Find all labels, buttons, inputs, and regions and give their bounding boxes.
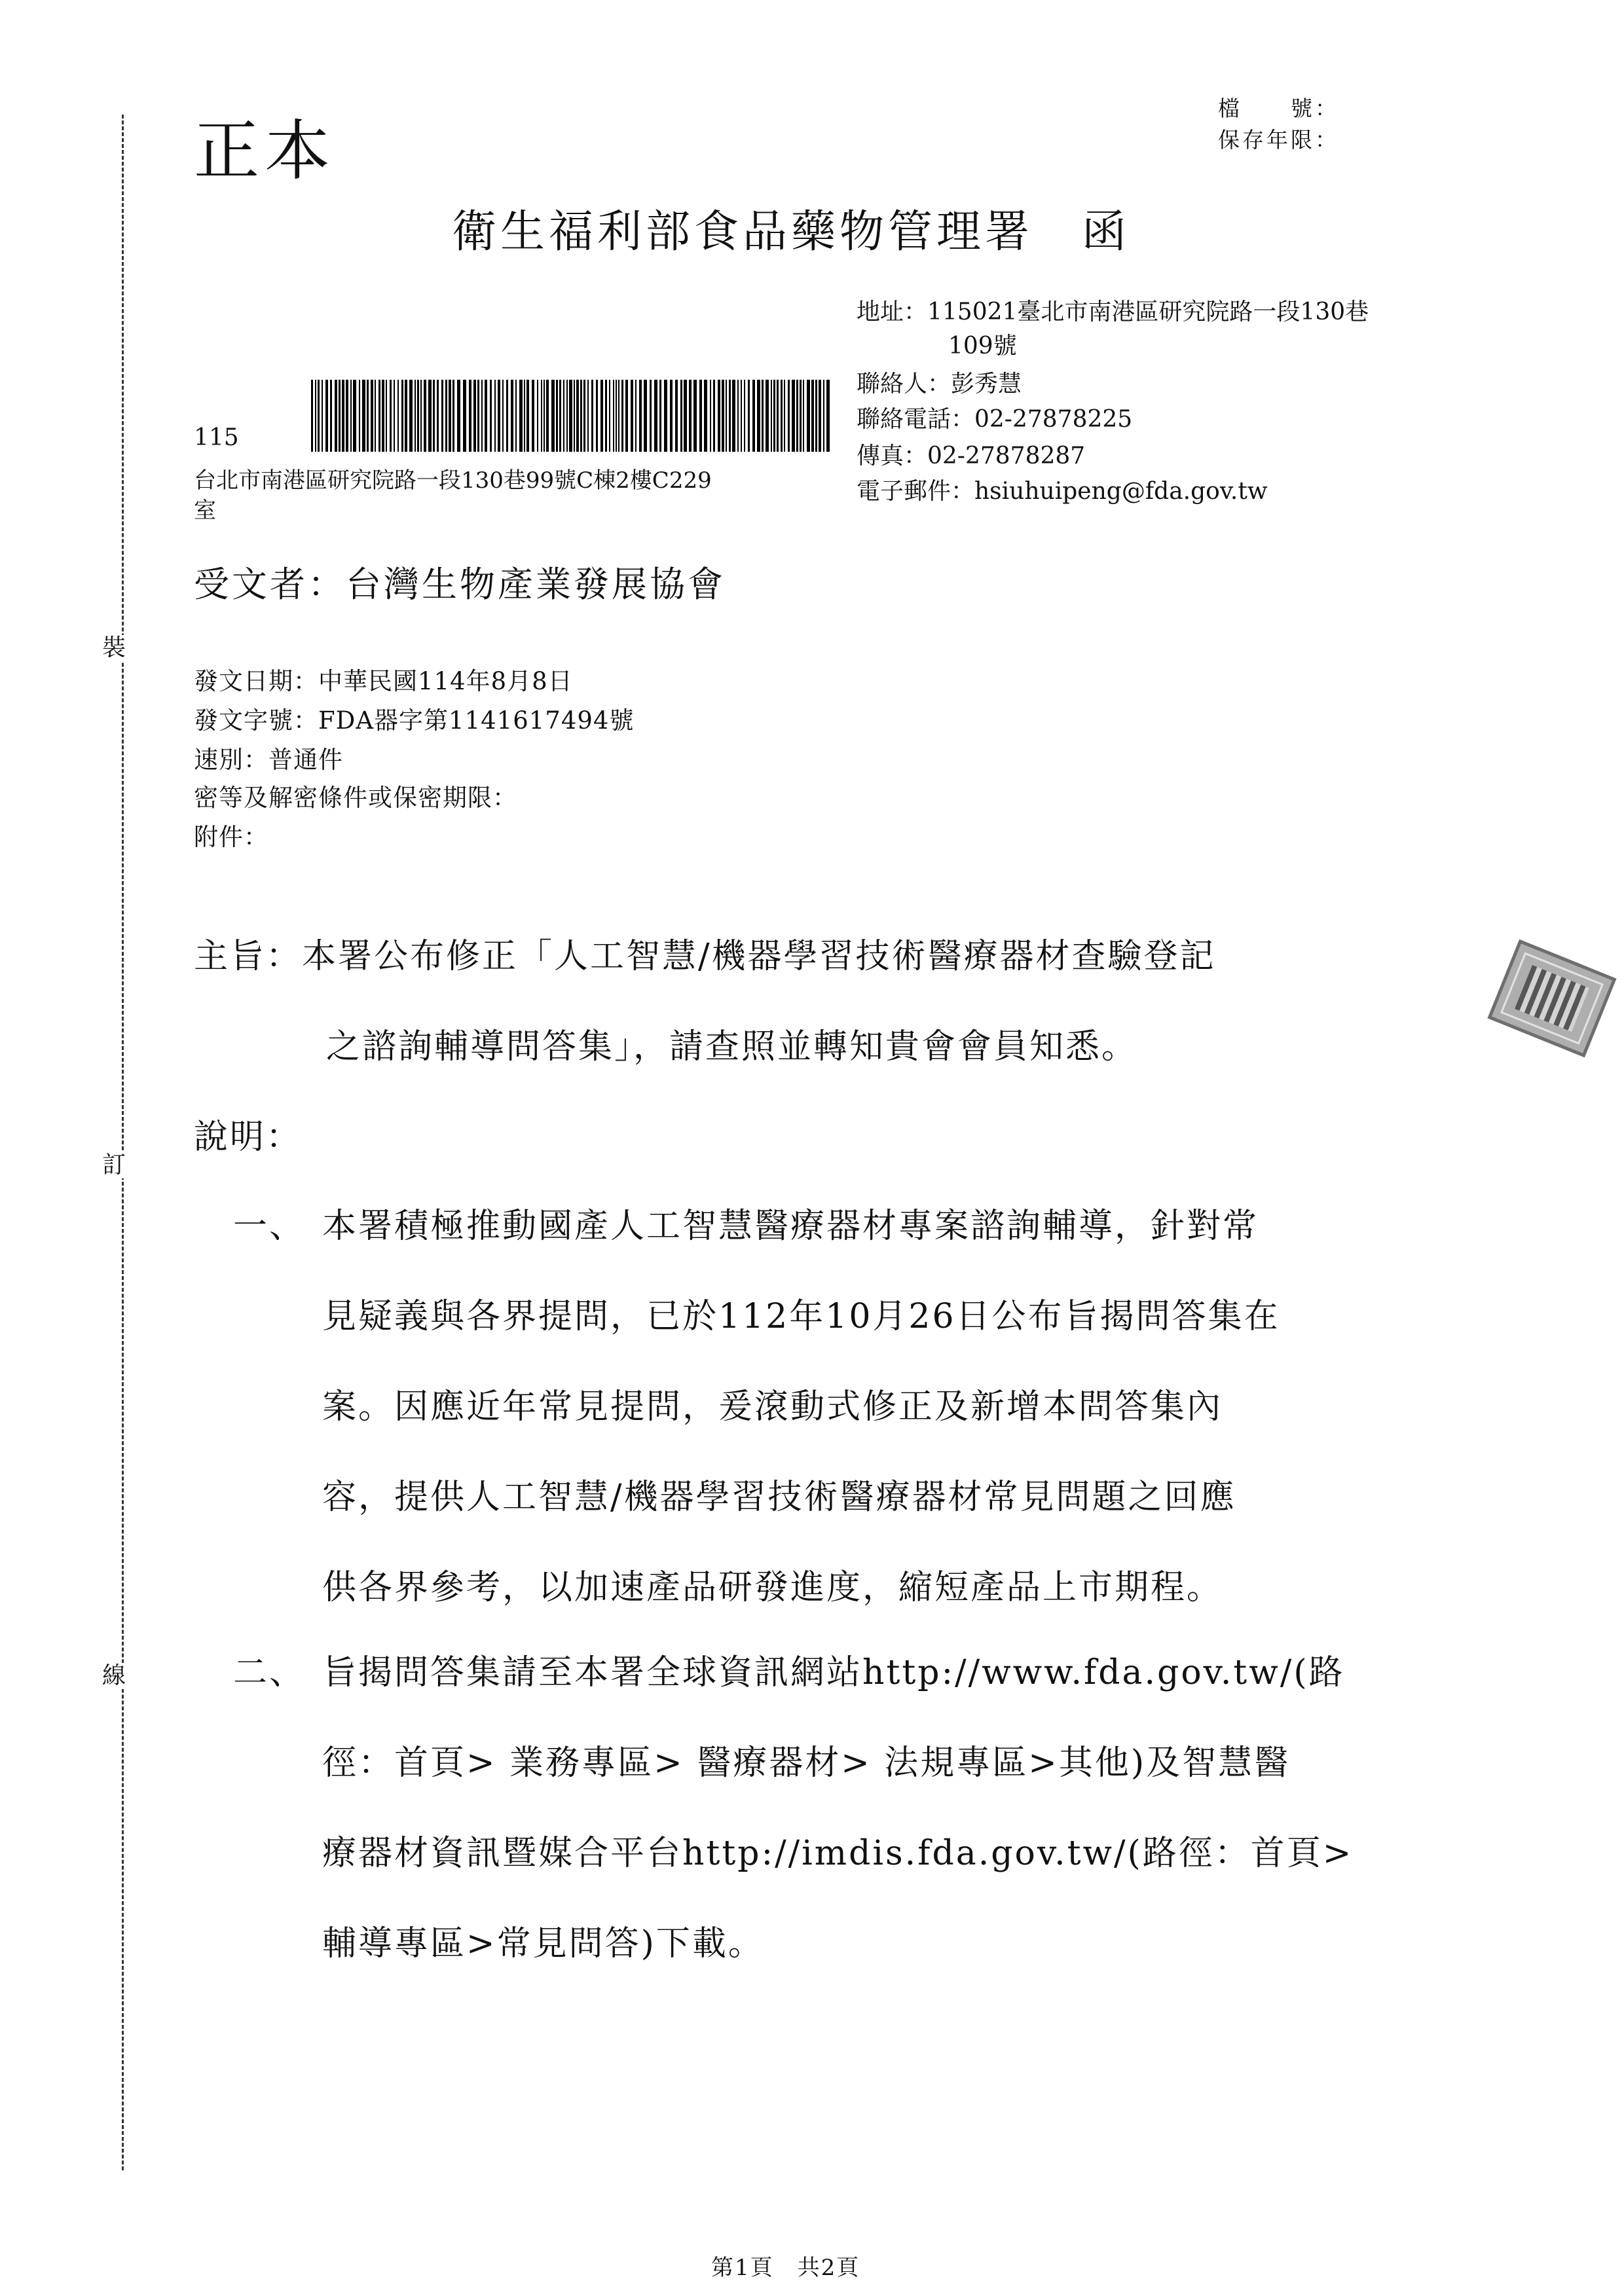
barcode-bar bbox=[401, 380, 403, 452]
barcode-bar bbox=[563, 380, 564, 452]
organization-title: 衛生福利部食品藥物管理署 函 bbox=[452, 206, 1131, 258]
barcode-bar bbox=[699, 380, 702, 452]
barcode-bar bbox=[654, 380, 657, 452]
barcode-bar bbox=[766, 380, 769, 452]
barcode-bar bbox=[680, 380, 682, 452]
barcode-bar bbox=[371, 380, 373, 452]
barcode-bar bbox=[386, 380, 387, 452]
barcode-bar bbox=[325, 380, 328, 452]
barcode-bar bbox=[417, 380, 419, 452]
barcode-bar bbox=[350, 380, 352, 452]
barcode-bar bbox=[415, 380, 416, 452]
barcode-bar bbox=[506, 380, 508, 452]
barcode-bar bbox=[781, 380, 783, 452]
barcode-bar bbox=[722, 380, 724, 452]
barcode-bar bbox=[449, 380, 451, 452]
subject-line2: 之諮詢輔導問答集」，請查照並轉知貴會會員知悉。 bbox=[326, 1027, 1138, 1066]
barcode-bar bbox=[409, 380, 413, 452]
barcode-bar bbox=[330, 380, 332, 452]
original-copy-mark: 正本 bbox=[194, 113, 335, 189]
sender-address-line2: 109號 bbox=[948, 333, 1017, 359]
barcode-bar bbox=[473, 380, 476, 452]
barcode-bar bbox=[574, 380, 575, 452]
file-number-label: 檔 號： bbox=[1218, 96, 1339, 121]
barcode-bar bbox=[689, 380, 692, 452]
barcode-bar bbox=[469, 380, 471, 452]
barcode-bar bbox=[710, 380, 711, 452]
barcode-bar bbox=[631, 380, 633, 452]
barcode-bar bbox=[796, 380, 798, 452]
barcode-bar bbox=[583, 380, 585, 452]
barcode-bar bbox=[524, 380, 525, 452]
barcode-bar bbox=[457, 380, 460, 452]
barcode-bar bbox=[650, 380, 652, 452]
subject-line1: 主旨：本署公布修正「人工智慧/機器學習技術醫療器材查驗登記 bbox=[194, 937, 1216, 976]
barcode-bar bbox=[613, 380, 614, 452]
barcode-bar bbox=[544, 380, 545, 452]
delivery-speed: 速別：普通件 bbox=[194, 746, 343, 774]
barcode-bar bbox=[559, 380, 561, 452]
barcode-bar bbox=[605, 380, 607, 452]
barcode-bar bbox=[757, 380, 760, 452]
barcode-bar bbox=[718, 380, 720, 452]
retention-period-label: 保存年限： bbox=[1218, 127, 1339, 153]
barcode-bar bbox=[639, 380, 642, 452]
barcode-bar bbox=[494, 380, 496, 452]
barcode-bar bbox=[490, 380, 492, 452]
recipient-address-line1: 台北市南港區研究院路一段130巷99號C棟2樓C229 bbox=[194, 467, 712, 494]
barcode-bar bbox=[713, 380, 715, 452]
barcode-bar bbox=[596, 380, 598, 452]
binding-char-zhuang: 裝 bbox=[102, 634, 126, 661]
barcode-bar bbox=[367, 380, 369, 452]
barcode-bar bbox=[819, 380, 821, 452]
barcode-bar bbox=[481, 380, 483, 452]
item-2-number: 二、 bbox=[233, 1653, 306, 1692]
barcode-graphic bbox=[311, 380, 835, 452]
barcode-bar bbox=[353, 380, 356, 452]
barcode-bar bbox=[335, 380, 337, 452]
barcode-bar bbox=[737, 380, 739, 452]
barcode-bar bbox=[382, 380, 384, 452]
barcode-bar bbox=[815, 380, 817, 452]
seal-stamp bbox=[1487, 939, 1616, 1057]
barcode-bar bbox=[428, 380, 432, 452]
barcode-bar bbox=[609, 380, 610, 452]
barcode-bar bbox=[659, 380, 661, 452]
barcode-bar bbox=[693, 380, 697, 452]
barcode-bar bbox=[625, 380, 628, 452]
barcode-bar bbox=[826, 380, 830, 452]
barcode-bar bbox=[618, 380, 619, 452]
barcode-bar bbox=[515, 380, 517, 452]
barcode-bar bbox=[556, 380, 558, 452]
barcode-bar bbox=[803, 380, 804, 452]
barcode-bar bbox=[394, 380, 395, 452]
barcode-bar bbox=[452, 380, 454, 452]
barcode-bar bbox=[792, 380, 795, 452]
recipient-address-line2: 室 bbox=[194, 498, 216, 524]
barcode-bar bbox=[445, 380, 447, 452]
barcode-bar bbox=[378, 380, 380, 452]
barcode-bar bbox=[346, 380, 348, 452]
barcode-bar bbox=[621, 380, 623, 452]
barcode-bar bbox=[644, 380, 647, 452]
item-2-line: 徑：首頁> 業務專區> 醫療器材> 法規專區>其他)及智慧醫 bbox=[322, 1743, 1291, 1783]
item-1-line: 見疑義與各界提問，已於112年10月26日公布旨揭問答集在 bbox=[322, 1297, 1280, 1336]
item-1-line: 本署積極推動國產人工智慧醫療器材專案諮詢輔導，針對常 bbox=[322, 1207, 1259, 1246]
barcode-bar bbox=[532, 380, 534, 452]
barcode-bar bbox=[502, 380, 504, 452]
barcode-bar bbox=[773, 380, 775, 452]
item-2-line: 旨揭問答集請至本署全球資訊網站http://www.fda.gov.tw/(路 bbox=[322, 1653, 1345, 1692]
barcode-bar bbox=[600, 380, 603, 452]
contact-person: 聯絡人：彭秀慧 bbox=[857, 371, 1022, 397]
barcode-bar bbox=[441, 380, 443, 452]
barcode-bar bbox=[591, 380, 593, 452]
barcode-bar bbox=[433, 380, 435, 452]
barcode-bar bbox=[397, 380, 399, 452]
barcode-bar bbox=[519, 380, 523, 452]
barcode-bar bbox=[420, 380, 422, 452]
description-label: 說明： bbox=[194, 1118, 303, 1157]
attachment-label: 附件： bbox=[194, 823, 268, 851]
barcode-bar bbox=[800, 380, 802, 452]
barcode-bar bbox=[477, 380, 479, 452]
item-1-line: 容，提供人工智慧/機器學習技術醫療器材常見問題之回應 bbox=[322, 1478, 1236, 1517]
barcode-bar bbox=[741, 380, 742, 452]
reference-number: 發文字號：FDA器字第1141617494號 bbox=[194, 706, 635, 735]
barcode-bar bbox=[729, 380, 731, 452]
barcode-bar bbox=[362, 380, 365, 452]
sender-address-line1: 地址：115021臺北市南港區研究院路一段130巷 bbox=[857, 299, 1369, 325]
barcode-bar bbox=[551, 380, 555, 452]
item-2-line: 輔導專區>常見問答)下載。 bbox=[322, 1924, 764, 1963]
barcode-bar bbox=[811, 380, 814, 452]
barcode-bar bbox=[675, 380, 678, 452]
barcode-bar bbox=[664, 380, 667, 452]
barcode-bar bbox=[752, 380, 755, 452]
barcode-bar bbox=[748, 380, 750, 452]
item-2-line: 療器材資訊暨媒合平台http://imdis.fda.gov.tw/(路徑：首頁> bbox=[322, 1834, 1354, 1873]
binding-char-xian: 線 bbox=[102, 1662, 126, 1689]
barcode-bar bbox=[311, 380, 313, 452]
item-1-line: 案。因應近年常見提問，爰滾動式修正及新增本問答集內 bbox=[322, 1387, 1223, 1427]
barcode-bar bbox=[546, 380, 549, 452]
page-number: 第1頁 共2頁 bbox=[711, 2255, 860, 2281]
barcode-bar bbox=[807, 380, 810, 452]
barcode-bar bbox=[498, 380, 500, 452]
barcode-bar bbox=[526, 380, 529, 452]
item-1-line: 供各界參考，以加速產品研發進度，縮短產品上市期程。 bbox=[322, 1568, 1223, 1607]
barcode-bar bbox=[541, 380, 542, 452]
barcode-bar bbox=[784, 380, 785, 452]
barcode-bar bbox=[342, 380, 344, 452]
barcode-bar bbox=[424, 380, 426, 452]
barcode-bar bbox=[576, 380, 579, 452]
barcode-bar bbox=[726, 380, 727, 452]
barcode-bar bbox=[684, 380, 687, 452]
barcode-bar bbox=[322, 380, 323, 452]
barcode-bar bbox=[670, 380, 673, 452]
barcode-bar bbox=[318, 380, 320, 452]
barcode-bar bbox=[485, 380, 487, 452]
barcode-bar bbox=[437, 380, 439, 452]
barcode-bar bbox=[566, 380, 568, 452]
barcode-bar bbox=[580, 380, 582, 452]
barcode-bar bbox=[537, 380, 538, 452]
barcode-bar bbox=[390, 380, 392, 452]
barcode-bar bbox=[762, 380, 764, 452]
barcode-bar bbox=[339, 380, 341, 452]
contact-phone: 聯絡電話：02-27878225 bbox=[857, 406, 1133, 433]
binding-line bbox=[122, 115, 124, 2170]
barcode-bar bbox=[788, 380, 790, 452]
barcode-bar bbox=[823, 380, 824, 452]
barcode-bar bbox=[777, 380, 779, 452]
barcode-bar bbox=[375, 380, 376, 452]
contact-fax: 傳真：02-27878287 bbox=[857, 443, 1086, 469]
issue-date: 發文日期：中華民國114年8月8日 bbox=[194, 667, 573, 695]
recipient-postcode: 115 bbox=[194, 424, 239, 451]
barcode-bar bbox=[359, 380, 360, 452]
barcode-bar bbox=[771, 380, 772, 452]
barcode-bar bbox=[511, 380, 513, 452]
secrecy-level: 密等及解密條件或保密期限： bbox=[194, 784, 517, 812]
barcode-bar bbox=[587, 380, 589, 452]
barcode-bar bbox=[569, 380, 572, 452]
barcode-bar bbox=[732, 380, 735, 452]
recipient-name: 受文者：台灣生物產業發展協會 bbox=[194, 564, 726, 605]
contact-email: 電子郵件：hsiuhuipeng@fda.gov.tw bbox=[857, 478, 1268, 505]
item-1-number: 一、 bbox=[233, 1207, 306, 1246]
barcode-bar bbox=[463, 380, 466, 452]
barcode-bar bbox=[315, 380, 316, 452]
barcode-bar bbox=[616, 380, 617, 452]
barcode-bar bbox=[704, 380, 707, 452]
barcode-bar bbox=[405, 380, 407, 452]
binding-char-ding: 訂 bbox=[102, 1152, 126, 1178]
barcode-bar bbox=[744, 380, 745, 452]
barcode-bar bbox=[635, 380, 637, 452]
